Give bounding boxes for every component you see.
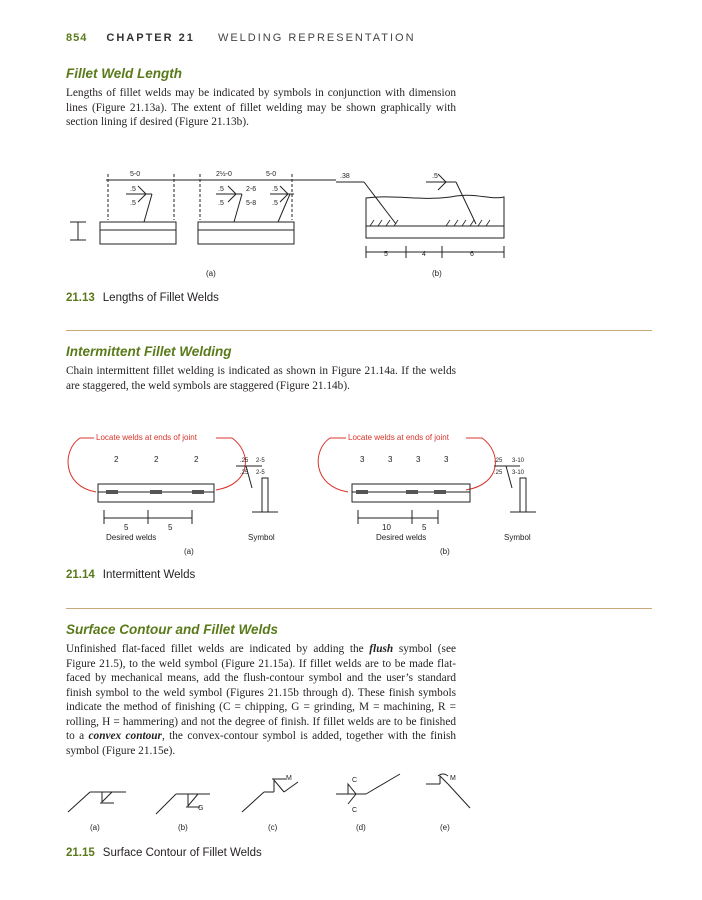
letter-e: M: [450, 775, 456, 782]
weld-size-a-5: .5: [272, 186, 278, 193]
weld-size-b-2: .5: [432, 173, 438, 180]
pitch-a-2: 5: [168, 523, 173, 532]
length-pitch-a-1: 2-6: [246, 186, 257, 193]
page-number: 854: [66, 32, 88, 44]
dim-b-1: 5: [384, 251, 388, 258]
weld-section-lining: [370, 220, 490, 226]
fig-label-c: (c): [268, 823, 278, 832]
section-heading-intermittent: Intermittent Fillet Welding: [66, 344, 232, 359]
section-heading-surface-contour: Surface Contour and Fillet Welds: [66, 622, 279, 637]
fig-label-a: (a): [184, 547, 194, 556]
term-flush: flush: [369, 643, 394, 655]
letter-b: G: [198, 805, 204, 812]
section-divider: [66, 608, 652, 609]
figure-21-15: [66, 772, 486, 838]
dim-b-3: 6: [470, 251, 474, 258]
caption-text: Surface Contour of Fillet Welds: [102, 847, 262, 859]
term-convex-contour: convex contour: [88, 730, 162, 742]
symbol-b-1: .25: [494, 458, 503, 464]
symbol-b-4: 3-10: [512, 470, 525, 476]
section-paragraph-fillet-weld-length: Lengths of fillet welds may be indicated by symbols in conjunction with dimension lines (Figure 21.13a). The extent of fillet welding may be shown graphically with section lining if desired (Figure 21.13b).: [66, 87, 456, 128]
weld-len-a-2: 2: [154, 455, 159, 464]
dim-a-1: 5-0: [130, 171, 141, 178]
weld-len-a-3: 2: [194, 455, 199, 464]
caption-number: 21.13: [66, 292, 95, 304]
letter-d-bottom: C: [352, 807, 358, 814]
length-pitch-a-2: 5-8: [246, 200, 257, 207]
note-a: Locate welds at ends of joint: [96, 433, 197, 442]
pitch-a-1: 5: [124, 523, 129, 532]
pitch-b-1: 10: [382, 523, 391, 532]
caption-21-14: [66, 569, 195, 581]
weld-len-b-4: 3: [444, 455, 449, 464]
caption-number: 21.15: [66, 847, 95, 859]
weld-len-b-3: 3: [416, 455, 421, 464]
fig-label-b: (b): [432, 269, 442, 278]
figure-21-13: [66, 160, 526, 280]
symbol-a-1: .25: [240, 458, 249, 464]
caption-21-13: [66, 292, 219, 304]
caption-text: Lengths of Fillet Welds: [102, 292, 219, 304]
section-heading-fillet-weld-length: Fillet Weld Length: [66, 66, 182, 81]
fig-label-b: (b): [178, 823, 188, 832]
weld-size-a-6: .5: [272, 200, 278, 207]
running-header: [66, 32, 416, 44]
symbol-b-2: 3-10: [512, 458, 525, 464]
symbol-b-3: .25: [494, 470, 503, 476]
fig-label-e: (e): [440, 823, 450, 832]
running-title: WELDING REPRESENTATION: [217, 32, 416, 44]
chapter-label: CHAPTER 21: [106, 32, 195, 44]
weld-len-a-1: 2: [114, 455, 119, 464]
symbol-label-a: Symbol: [248, 533, 275, 542]
weld-size-a-3: .5: [218, 186, 224, 193]
symbol-a-2: 2-5: [256, 458, 265, 464]
dim-a-3: 5-0: [266, 171, 277, 178]
weld-size-a-1: .5: [130, 186, 136, 193]
desired-welds-b: Desired welds: [376, 533, 427, 542]
letter-c: M: [286, 775, 292, 782]
weld-size-b-1: .38: [340, 173, 350, 180]
symbol-a-4: 2-5: [256, 470, 265, 476]
symbol-a-3: .25: [240, 470, 249, 476]
section-paragraph-surface-contour: Unfinished flat-faced fillet welds are indicated by adding the flush symbol (see Figure 21.5), to the weld symbol (Figure 21.15a). If fillet welds are to be made flat-faced by mechanical means, add the flush-contour symbol and the user’s standard finish symbol to the weld symbol (Figures 21.15b through d). These finish symbols indicate the method of finishing (C = chipping, G = grinding, M = machining, R = rolling, H = hammering) and not the degree of finish. If fillet welds are to be finished to a convex contour, the convex-contour symbol is added, together with the finish symbol (Figure 21.15e).: [66, 643, 457, 757]
weld-len-b-1: 3: [360, 455, 365, 464]
section-divider: [66, 330, 652, 331]
section-paragraph-intermittent: Chain intermittent fillet welding is indicated as shown in Figure 21.14a. If the welds are staggered, the weld symbols are staggered (Figure 21.14b).: [66, 365, 456, 392]
fig-label-b: (b): [440, 547, 450, 556]
caption-text: Intermittent Welds: [102, 569, 196, 581]
fig-label-a: (a): [90, 823, 100, 832]
i-beam-section-icon: [70, 222, 86, 240]
weld-len-b-2: 3: [388, 455, 393, 464]
desired-welds-a: Desired welds: [106, 533, 157, 542]
fig-label-d: (d): [356, 823, 366, 832]
dim-b-2: 4: [422, 251, 426, 258]
weld-size-a-2: .5: [130, 200, 136, 207]
caption-21-15: [66, 847, 262, 859]
letter-d-top: C: [352, 777, 358, 784]
dim-a-2: 2½-0: [216, 171, 232, 178]
symbol-label-b: Symbol: [504, 533, 531, 542]
fig-label-a: (a): [206, 269, 216, 278]
note-b: Locate welds at ends of joint: [348, 433, 449, 442]
caption-number: 21.14: [66, 569, 95, 581]
pitch-b-2: 5: [422, 523, 427, 532]
weld-size-a-4: .5: [218, 200, 224, 207]
figure-21-14: [66, 426, 546, 560]
